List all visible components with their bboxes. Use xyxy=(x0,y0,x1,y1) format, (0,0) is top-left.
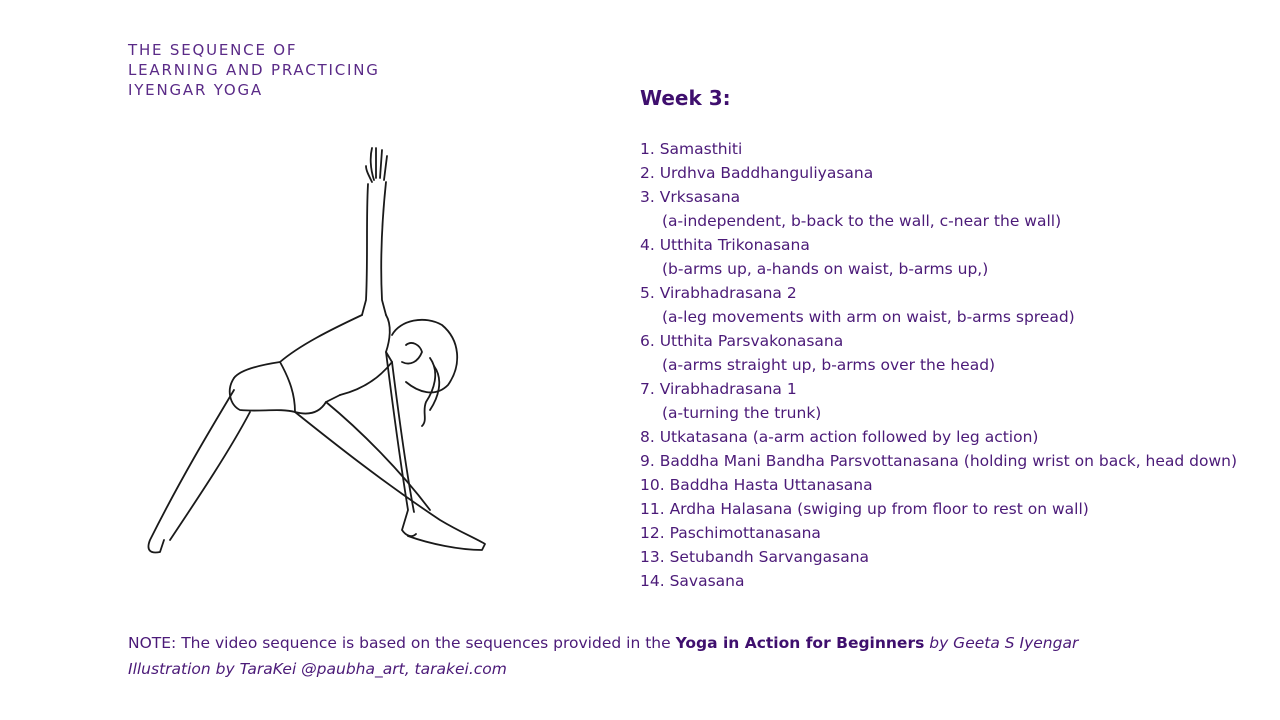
footer-note xyxy=(128,630,1078,682)
header-line-2: LEARNING AND PRACTICING xyxy=(128,61,380,79)
source-note xyxy=(128,630,1078,656)
list-item: 12. Paschimottanasana xyxy=(640,524,821,542)
list-item: 9. Baddha Mani Bandha Parsvottanasana (holding wrist on back, head down) xyxy=(640,452,1238,470)
list-item: 11. Ardha Halasana (swiging up from floor to rest on wall) xyxy=(640,500,1089,518)
illustration-credit: Illustration by TaraKei @paubha_art, tarakei.com xyxy=(128,660,507,678)
header-line-1: THE SEQUENCE OF xyxy=(128,41,298,59)
list-item: 13. Setubandh Sarvangasana xyxy=(640,548,870,566)
header-line-3: IYENGAR YOGA xyxy=(128,81,263,99)
week-heading: Week 3: xyxy=(640,86,731,110)
list-item: 6. Utthita Parsvakonasana xyxy=(640,332,844,350)
list-item: 4. Utthita Trikonasana xyxy=(640,236,810,254)
list-item: 3. Vrksasana xyxy=(640,188,741,206)
list-item: 10. Baddha Hasta Uttanasana xyxy=(640,476,873,494)
book-author: by Geeta S Iyengar xyxy=(924,634,1079,652)
list-item-detail: (a-arms straight up, b-arms over the head) xyxy=(662,356,996,374)
list-item: 2. Urdhva Baddhanguliyasana xyxy=(640,164,874,182)
note-prefix: NOTE: The video sequence is based on the sequences provided in the xyxy=(128,634,676,652)
list-item-detail: (a-turning the trunk) xyxy=(662,404,822,422)
list-item: 8. Utkatasana (a-arm action followed by leg action) xyxy=(640,428,1039,446)
trikonasana-illustration xyxy=(130,140,500,560)
list-item: 7. Virabhadrasana 1 xyxy=(640,380,797,398)
list-item: 14. Savasana xyxy=(640,572,745,590)
list-item: 1. Samasthiti xyxy=(640,140,743,158)
list-item-detail: (a-leg movements with arm on waist, b-arms spread) xyxy=(662,308,1075,326)
list-item: 5. Virabhadrasana 2 xyxy=(640,284,797,302)
list-item-detail: (b-arms up, a-hands on waist, b-arms up,) xyxy=(662,260,989,278)
book-title: Yoga in Action for Beginners xyxy=(675,634,925,652)
header-title xyxy=(128,40,380,100)
asana-sequence-list xyxy=(640,137,1237,593)
list-item-detail: (a-independent, b-back to the wall, c-near the wall) xyxy=(662,212,1062,230)
